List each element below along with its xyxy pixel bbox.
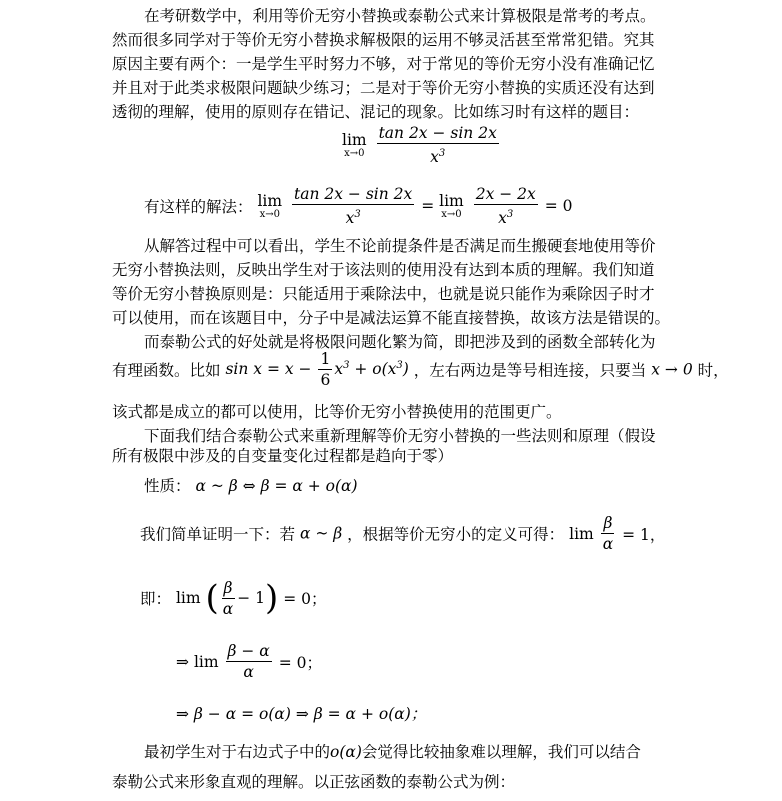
paragraph-line: 并且对于此类求极限问题缺少练习；二是对于等价无穷小替换的实质还没有达到 [112, 79, 655, 97]
fraction-numerator: tan 2x − sin 2x [294, 185, 413, 203]
paragraph-line: 而泰勒公式的好处就是将极限问题化繁为简，即把涉及到的函数全部转化为 [144, 333, 656, 351]
proof-line: 我们简单证明一下：若 α ~ β ，根据等价无穷小的定义可得： lim $\frac{\beta}{\alpha}$ = 1， [140, 514, 666, 553]
solution-prefix: 有这样的解法： [144, 198, 253, 217]
paragraph-line: 泰勒公式来形象直观的理解。以正弦函数的泰勒公式为例： [112, 773, 516, 791]
limit-equation [342, 124, 501, 166]
proof-step-2: ⇒ lim $\frac{\beta - \alpha}{\alpha}$ = 0； [176, 642, 322, 681]
paragraph-line: 下面我们结合泰勒公式来重新理解等价无穷小替换的一些法则和原理（假设 [144, 427, 656, 445]
paragraph-line: 该式都是成立的都可以使用，比等价无穷小替换使用的范围更广。 [112, 403, 562, 421]
paragraph-line: 原因主要有两个：一是学生平时努力不够，对于常见的等价无穷小没有准确记忆 [112, 55, 655, 73]
wrong-solution-line: 有这样的解法： lim x→0 $\frac{\tan 2x - \sin 2x}{x^3}$ = lim x→0 $\frac{2x - 2x}{x^3}$ = 0 [144, 185, 573, 228]
lim-subscript: x→0 [344, 148, 365, 160]
paragraph-line: 从解答过程中可以看出，学生不论前提条件是否满足而生搬硬套地使用等价 [144, 237, 656, 255]
proof-step-1: 即： lim ( $\frac{\beta}{\alpha}$ − 1) = 0； [140, 578, 327, 618]
paragraph-line: 在考研数学中，利用等价无穷小替换或泰勒公式来计算极限是常考的考点。 [144, 7, 656, 25]
proof-step-3: ⇒ β − α = o(α) ⇒ β = α + o(α)； [176, 705, 427, 723]
fraction-numerator: 2x − 2x [475, 185, 536, 203]
lim-operator: lim [342, 131, 367, 150]
property-line: 性质： α ~ β ⇔ β = α + o(α) [144, 477, 358, 495]
paragraph-line: 等价无穷小替换原则是：只能适用于乘除法中，也就是说只能作为乘除因子时才 [112, 285, 655, 303]
paragraph-line: 所有极限中涉及的自变量变化过程都是趋向于零） [112, 447, 454, 465]
fraction-numerator: tan 2x − sin 2x [378, 124, 497, 142]
fraction-denominator: $x^3$ [498, 209, 514, 228]
paragraph-line: 无穷小替换法则，反映出学生对于该法则的使用没有达到本质的理解。我们知道 [112, 261, 655, 279]
taylor-example-line: 有理函数。比如 sin x = x − $\frac{1}{6}$ $x^3 + o(x^3)$ ，左右两边是等号相连接，只要当 x → 0 时， [112, 350, 729, 389]
fraction-denominator: $x^3$ [430, 148, 446, 167]
paragraph-line: 然而很多同学对于等价无穷小替换求解极限的运用不够灵活甚至常常犯错。究其 [112, 31, 655, 49]
paragraph-line: 最初学生对于右边式子中的o(α)会觉得比较抽象难以理解，我们可以结合 [144, 743, 641, 761]
paragraph-line: 透彻的理解，使用的原则存在错记、混记的现象。比如练习时有这样的题目： [112, 103, 640, 121]
paragraph-line: 可以使用，而在该题目中，分子中是减法运算不能直接替换，故该方法是错误的。 [112, 309, 671, 327]
fraction-denominator: $x^3$ [345, 209, 361, 228]
